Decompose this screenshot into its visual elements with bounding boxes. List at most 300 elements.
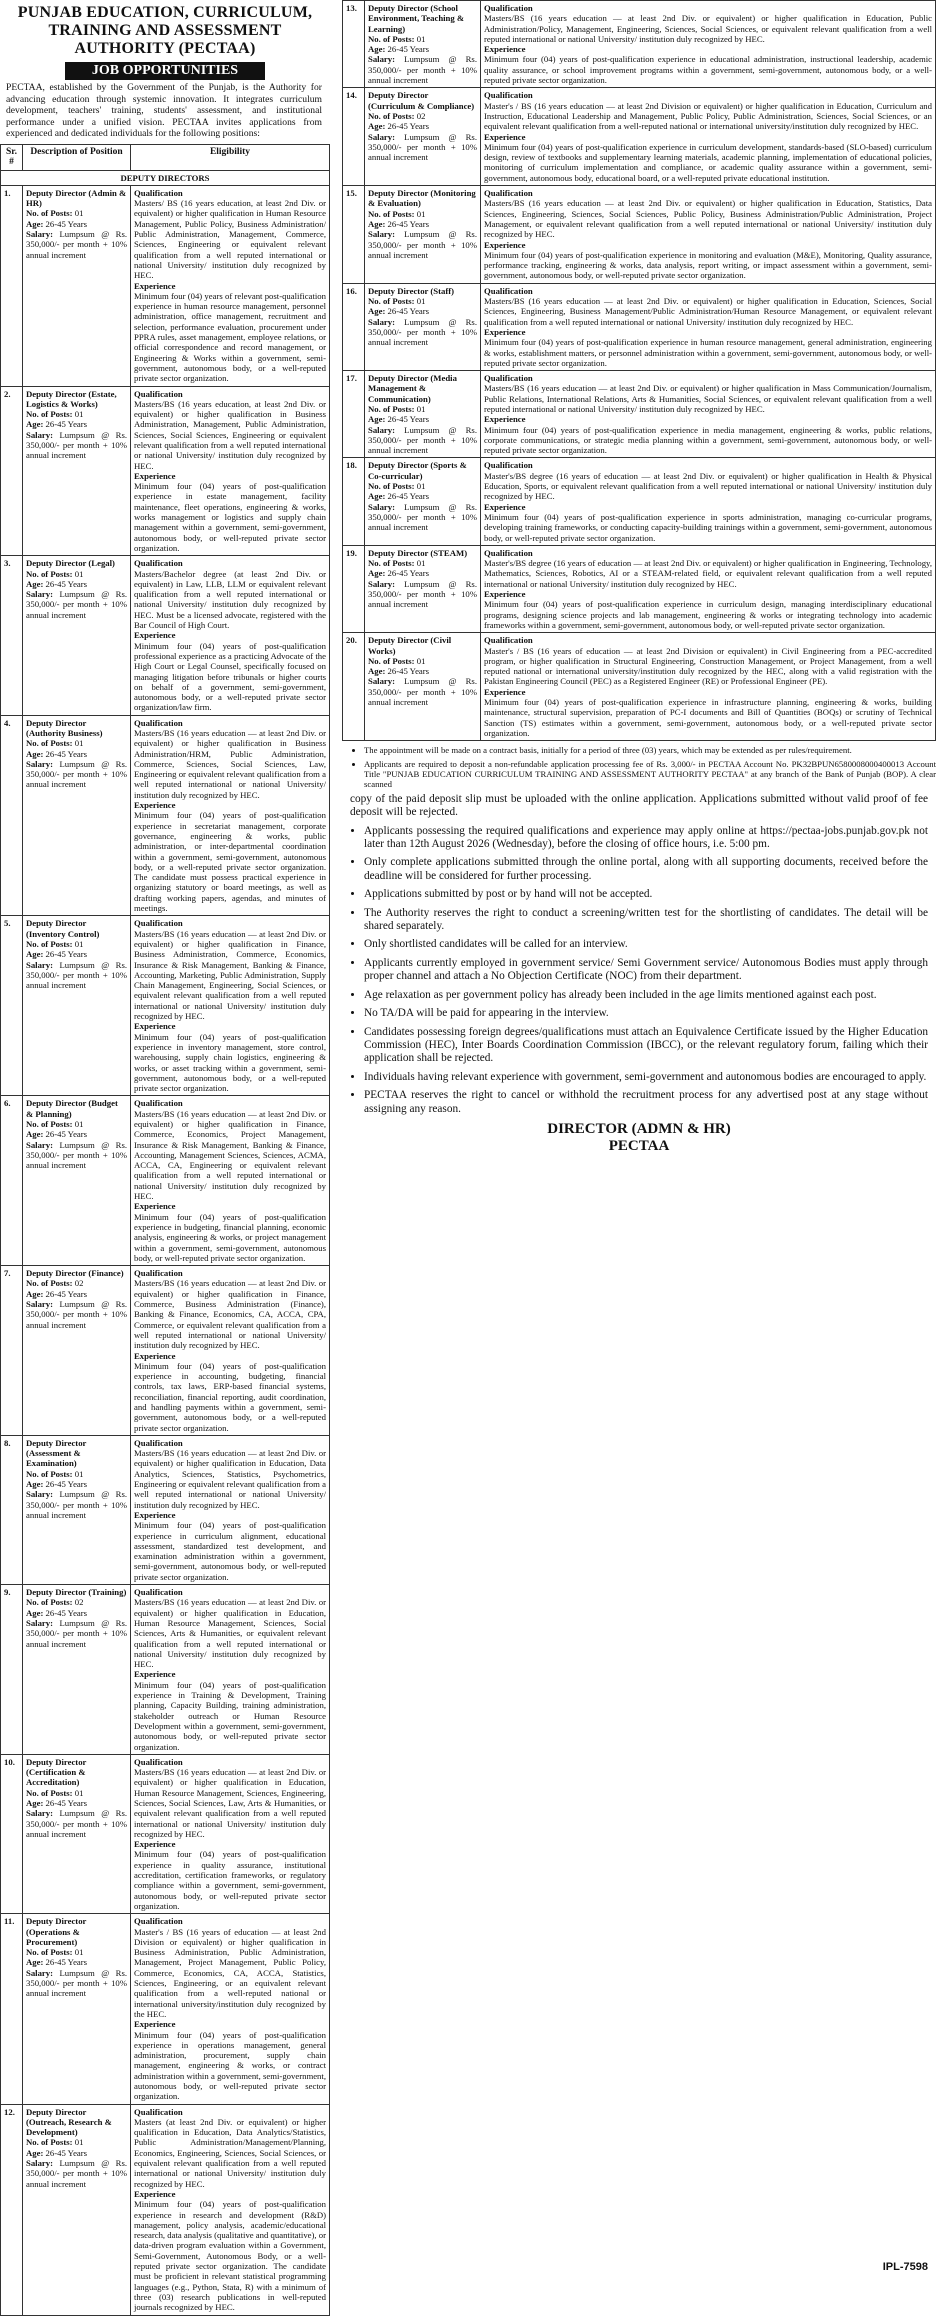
instruction-item: • Candidates possessing foreign degrees/qualifications must attach an Equivalence Certificate issued by the Higher Education Commission (HEC), Inter Boards Coordination Commission (IBCC), or the relevant regulatory forum, failing which their application shall be rejected. [364, 1026, 928, 1066]
position-sr: 18. [343, 458, 365, 545]
position-sr: 8. [1, 1435, 23, 1584]
salary-label: Salary: [26, 2158, 54, 2169]
salary-value: Lumpsum @ Rs. 350,000/- per month + 10% annual increment [368, 676, 477, 707]
experience-text: Minimum four (04) years of relevant post-qualification experience in human resource management, personnel administration, office management, recruitment and selection, performance evaluation, procurement under PPRA rules, asset management, employee relations, or official correspondence and record management, or Engineering & Works within a government, semi-government, autonomous body, or a well-reputed private sector organization. [134, 290, 326, 384]
qualification-heading: Qualification [134, 1268, 183, 1279]
experience-text: Minimum four (04) years of post-qualification experience in educational administration, instructional leadership, academic quality assurance, or school improvement programs within a government, semi-government, autonomous body, or a well-reputed private sector organization. [484, 54, 932, 86]
qualification-heading: Qualification [484, 373, 533, 384]
age-line [368, 491, 477, 501]
posts-line [368, 656, 477, 666]
qualification-text: Masters/BS (16 years education — at least 2nd Div. or equivalent) or higher qualification in Education, Sciences, Social Sciences, Engineering, Business Management/Public Administration/Human Resource Management, or equivalent relevant qualification from a well reputed international or national University/ institution duly recognized by HEC. [484, 296, 932, 327]
position-row [1, 1754, 330, 1913]
table-header-row [1, 144, 330, 170]
age-value: 26-45 Years [45, 949, 88, 960]
intro-paragraph: PECTAA, established by the Government of the Punjab, is the Authority for advancing education through systemic innovation. It integrates curriculum development, teachers' training, students' assessment, and institutional performance under a unified vision. PECTAA invites applications from experienced and dedicated individuals for the following positions: [6, 82, 322, 140]
instruction-item: • PECTAA reserves the right to cancel or withhold the recruitment process for any advertised post at any stage without assigning any reason. [364, 1089, 928, 1116]
qualification-text: Master's / BS (16 years of education — at least 2nd Division or equivalent) or higher qualification in Business Administration, Public Administration, Management, Project Management, Public Policy, Commerce, Economics, CA, ACCA, Statistics, Sciences, Engineering, or an equivalent relevant qualification from a well-reputed national or international university/institution duly recognized by the HEC. [134, 1926, 326, 2019]
salary-value: Lumpsum @ Rs. 350,000/- per month + 10% annual increment [26, 1617, 127, 1649]
experience-heading: Experience [134, 630, 176, 641]
qualification-text: Masters (at least 2nd Div. or equivalent) or higher qualification in Education, Data Analytics/Statistics, Public Administration/Management/Planning, Economics, Engineering, Sciences, Social Sciences, or equivalent relevant qualification from a well reputed international or national University/ institution duly recognized by HEC. [134, 2116, 326, 2189]
position-description [365, 545, 481, 632]
qualification-heading: Qualification [134, 1587, 183, 1598]
salary-label: Salary: [26, 959, 54, 970]
qualification-heading: Qualification [484, 285, 533, 296]
age-label: Age: [26, 1129, 44, 1140]
position-sr: 16. [343, 283, 365, 370]
position-sr: 4. [1, 715, 23, 916]
position-row [343, 371, 936, 458]
position-sr: 14. [343, 88, 365, 186]
position-description [23, 1585, 131, 1755]
position-title: Deputy Director (Inventory Control) [26, 918, 100, 939]
experience-text: Minimum four (04) years of post-qualification experience in monitoring and evaluation (M&E), Monitoring, Quality assurance, performance tracking, engineering & works, data analysis, report writing, or impact assessment within a government, semi-government, autonomous body, or well-reputed private sector organization. [484, 249, 932, 281]
age-label: Age: [26, 578, 44, 589]
experience-heading: Experience [134, 1839, 176, 1850]
age-line [368, 414, 477, 424]
experience-heading: Experience [484, 44, 526, 55]
qualification-heading: Qualification [484, 547, 533, 558]
age-line [26, 2148, 127, 2158]
age-value: 26-45 Years [387, 568, 430, 579]
posts-value: 01 [74, 1947, 84, 1958]
position-row [1, 1585, 330, 1755]
posts-line [26, 1788, 127, 1798]
position-eligibility [481, 458, 936, 545]
experience-text: Minimum four (04) years of post-qualification experience in estate management, facility maintenance, fleet operations, engineering & works, works management or logistics and supply chain management within a government, semi-government, autonomous body, or well-reputed private sector organization. [134, 481, 326, 553]
age-line [26, 1798, 127, 1808]
position-row [343, 545, 936, 632]
salary-value: Lumpsum @ Rs. 350,000/- per month + 10% annual increment [26, 2158, 127, 2189]
qualification-text: Masters/BS (16 years education — at least 2nd Div. or equivalent) or higher qualification in Business Administration/HRM, Public Administration, Commerce, Sciences, Social Sciences, Law, Engineering or equivalent relevant qualification from a well reputed international or national University/ institution duly recognized by HEC. [134, 728, 326, 800]
age-label: Age: [26, 1607, 44, 1618]
qualification-heading: Qualification [134, 1916, 183, 1927]
qualification-heading: Qualification [134, 918, 183, 929]
age-value: 26-45 Years [45, 419, 88, 430]
age-label: Age: [26, 1288, 44, 1299]
posts-label: No. of Posts: [368, 296, 415, 307]
posts-value: 01 [74, 409, 84, 420]
experience-text: Minimum four (04) years of post-qualification experience in curriculum development, standards-based (SLO-based) curriculum design, review of textbooks and supplementary learning materials, academic planning, implementation of educational policies, monitoring of curriculum implementation and compliance, or academic quality assurance within a government, semi-government, autonomous body, educational board, or a well-reputed private educational institution. [484, 141, 932, 183]
salary-value: Lumpsum @ Rs. 350,000/- per month + 10% annual increment [26, 758, 127, 790]
position-row [1, 1435, 330, 1584]
posts-label: No. of Posts: [368, 110, 415, 121]
qualification-text: Masters/BS (16 years education — at least 2nd Div. or equivalent) or higher qualification in Education, Human Resource Management, Sciences, Social Sciences, Arts & Humanities, or equivalent relevant qualification from a well reputed international or national University/ institution duly recognized by HEC. [134, 1597, 326, 1670]
qualification-heading: Qualification [484, 90, 533, 101]
col-eligibility-header: Eligibility [131, 144, 330, 170]
age-line [368, 568, 477, 578]
position-row [343, 88, 936, 186]
salary-value: Lumpsum @ Rs. 350,000/- per month + 10% annual increment [26, 1808, 127, 1839]
posts-label: No. of Posts: [26, 208, 73, 219]
qualification-text: Master's / BS (16 years education — at least 2nd Division or equivalent) or higher qualification in Education, Curriculum and Instruction, Educational Leadership and Management, Public Policy, Public Administration, Sciences, Social Sciences, or an equivalent relevant qualification from a well-reputed national or international university/institution duly recognized by HEC. [484, 100, 932, 132]
qualification-heading: Qualification [134, 388, 183, 399]
position-sr: 5. [1, 916, 23, 1096]
qualification-text: Masters/BS (16 years education — at least 2nd Div. or equivalent) or higher qualification in Finance, Business Administration, Commerce, Economics, Insurance & Risk Management, Banking & Finance, Accounting, Marketing, Public Administration, Supply Chain Management, Engineering, Social Sciences, or equivalent relevant qualification from a well reputed international or national University/ institution duly recognized by HEC. [134, 928, 326, 1022]
age-label: Age: [368, 568, 386, 579]
qualification-text: Masters/BS (16 years education — at least 2nd Div. or equivalent) or higher qualification in Education, Human Resource Management, Sciences, Engineering, Sciences, Social Sciences, Law, Arts & Humanities, or equivalent relevant qualification from a well reputed international or national University/ institution duly recognized by HEC. [134, 1767, 326, 1839]
qualification-heading: Qualification [134, 558, 183, 569]
note-item: • Applicants are required to deposit a non-refundable application processing fee of Rs. 3,000/- in PECTAA Account No. PK32BPUN6580008000400013 Account Title "PUNJAB EDUCATION CURRICULUM TRAINING AND ASSESSMENT AUTHORITY PECTAA" at any branch of the Bank of Punjab (BOP). A clear scanned [364, 759, 936, 790]
posts-line [26, 939, 127, 949]
age-value: 26-45 Years [387, 218, 430, 229]
age-label: Age: [368, 44, 386, 55]
posts-label: No. of Posts: [368, 403, 415, 414]
posts-value: 01 [416, 208, 426, 219]
salary-label: Salary: [26, 589, 54, 600]
qualification-heading: Qualification [484, 460, 533, 471]
experience-text: Minimum four (04) years of post-qualification experience in secretariat management, corporate governance, engineering & works, public administration, or inter-departmental coordination within a government, semi-government, autonomous body, or a well-reputed private sector organization. The candidate must possess practical experience in organizing statutory or board meetings, as well as drafting working papers, agendas, and minutes of meetings. [134, 810, 326, 914]
salary-label: Salary: [26, 1299, 54, 1310]
section-title: DEPUTY DIRECTORS [1, 170, 330, 185]
position-description [23, 1266, 131, 1436]
age-value: 26-45 Years [45, 1957, 88, 1968]
job-opportunities-banner: JOB OPPORTUNITIES [65, 62, 265, 80]
age-label: Age: [26, 218, 44, 229]
instruction-item: • Individuals having relevant experience with government, semi-government and autonomous bodies are encouraged to apply. [364, 1071, 928, 1084]
left-column [0, 0, 330, 2316]
experience-heading: Experience [484, 131, 526, 142]
qualification-text: Masters/ BS (16 years education, at least 2nd Div. or equivalent) or higher qualification in Human Resource Management, Public Policy, Business Administration/ Public Administration, Management, Commerce, Sciences, Engineering or equivalent relevant qualification from a well reputed international or national University/ institution duly recognized by HEC. [134, 198, 326, 281]
age-line [26, 1957, 127, 1967]
position-description [23, 556, 131, 715]
position-description [23, 1435, 131, 1584]
instruction-item: • Only complete applications submitted through the online portal, along with all supporting documents, received before the deadline will be considered for further processing. [364, 856, 928, 883]
posts-line [26, 569, 127, 579]
posts-label: No. of Posts: [26, 738, 73, 749]
age-line [368, 306, 477, 316]
position-title: Deputy Director (Staff) [368, 285, 455, 296]
position-row [1, 1914, 330, 2104]
posts-line [26, 208, 127, 218]
experience-heading: Experience [484, 239, 526, 250]
position-row [1, 916, 330, 1096]
positions-body-right [343, 1, 936, 741]
position-sr: 15. [343, 186, 365, 284]
posts-line [26, 1278, 127, 1288]
experience-text: Minimum four (04) years of post-qualification experience in media management, engineering & works, public relations, corporate communications, or strategic media planning within a government, semi-government, autonomous body, or well-reputed private sector organization. [484, 424, 932, 456]
position-description [23, 1096, 131, 1266]
age-line [26, 1289, 127, 1299]
application-instructions [342, 793, 936, 1116]
posts-line [368, 296, 477, 306]
instruction-item: • Applicants possessing the required qualifications and experience may apply online at https://pectaa-jobs.punjab.gov.pk not later than 12th August 2026 (Wednesday), before the closing of office hours, i.e. 5:00 pm. [364, 825, 928, 852]
salary-label: Salary: [26, 758, 54, 769]
experience-text: Minimum four (04) years of post-qualification experience in sports administration, managing co-curricular programs, developing training frameworks, or conducting capacity-building trainings within a government, semi-government, autonomous body, or well-reputed private sector organization. [484, 511, 932, 543]
age-value: 26-45 Years [387, 121, 430, 132]
position-sr: 10. [1, 1754, 23, 1913]
position-title: Deputy Director (School Environment, Teaching & Learning) [368, 3, 465, 34]
experience-text: Minimum four (04) years of post-qualification experience in human resource management, general administration, engineering & works, establishment matters, or personnel administration within a government, semi-government, autonomous body, or well-reputed private sector organization. [484, 337, 932, 368]
salary-label: Salary: [26, 1967, 54, 1978]
age-value: 26-45 Years [45, 578, 88, 589]
salary-value: Lumpsum @ Rs. 350,000/- per month + 10% annual increment [26, 589, 127, 620]
instruction-item: • Applications submitted by post or by hand will not be accepted. [364, 888, 928, 901]
age-label: Age: [368, 306, 386, 317]
age-line [26, 1129, 127, 1139]
position-sr: 6. [1, 1096, 23, 1266]
experience-text: Minimum four (04) years of post-qualification experience in curriculum alignment, educational assessment, standardized test development, and examination administration within a government, semi-government, autonomous body, or well-reputed private sector organization. [134, 1520, 326, 1582]
salary-line [368, 54, 477, 85]
posts-value: 01 [416, 33, 426, 44]
instruction-item: • Age relaxation as per government policy has already been included in the age limits mentioned against each post. [364, 989, 928, 1002]
salary-value: Lumpsum @ Rs. 350,000/- per month + 10% annual increment [26, 1489, 127, 1520]
instruction-item: • Only shortlisted candidates will be called for an interview. [364, 938, 928, 951]
posts-line [368, 34, 477, 44]
instruction-item: • The Authority reserves the right to conduct a screening/written test for the shortlisting of candidates. The detail will be shared separately. [364, 907, 928, 934]
position-eligibility [481, 545, 936, 632]
salary-line [368, 676, 477, 707]
position-title: Deputy Director (Estate, Logistics & Works) [26, 388, 117, 409]
age-value: 26-45 Years [45, 748, 88, 759]
age-label: Age: [26, 2147, 44, 2158]
qualification-text: Masters/BS (16 years education — at least 2nd Div. or equivalent) or higher qualification in Finance, Commerce, Business Administration (Finance), Banking & Finance, Economics, CA, ACCA, CPA, Commerce, or equivalent relevant qualification from a well reputed international or national University/ institution duly recognized by HEC. [134, 1278, 326, 1351]
experience-text: Minimum four (04) years of post-qualification experience in inventory management, store control, warehousing, supply chain logistics, engineering & works, or asset tracking within a government, semi-government, autonomous body, or a well-reputed private sector organization. [134, 1031, 326, 1094]
position-row [343, 283, 936, 370]
experience-text: Minimum four (04) years of post-qualification experience in operations management, general administration, procurement, supply chain management, engineering & works, or contract administration within a government, semi-government, autonomous body, or well-reputed private sector organization. [134, 2029, 326, 2102]
posts-label: No. of Posts: [26, 1278, 73, 1289]
posts-label: No. of Posts: [26, 938, 73, 949]
position-description [365, 1, 481, 88]
experience-heading: Experience [134, 1201, 176, 1212]
age-line [368, 219, 477, 229]
salary-label: Salary: [368, 316, 396, 327]
salary-label: Salary: [26, 229, 54, 240]
salary-label: Salary: [368, 229, 396, 240]
age-line [26, 1479, 127, 1489]
position-description [365, 283, 481, 370]
qualification-text: Masters/Bachelor degree (at least 2nd Div. or equivalent) in Law, LLB, LLM or equivalent relevant qualification from a well reputed international or national University/ institution duly recognized by HEC. Must be a licensed advocate, registered with the Bar Council of High Court. [134, 568, 326, 631]
posts-value: 01 [416, 655, 426, 666]
position-title: Deputy Director (Operations & Procurement) [26, 1916, 87, 1947]
position-sr: 7. [1, 1266, 23, 1436]
instruction-item: • No TA/DA will be paid for appearing in the interview. [364, 1007, 928, 1020]
position-row [343, 1, 936, 88]
salary-label: Salary: [26, 1617, 54, 1628]
signature-title: DIRECTOR (ADMN & HR) [547, 1120, 731, 1137]
salary-label: Salary: [26, 1808, 54, 1819]
position-row [343, 458, 936, 545]
posts-label: No. of Posts: [26, 1597, 73, 1608]
experience-heading: Experience [484, 414, 526, 425]
salary-label: Salary: [26, 429, 54, 440]
posts-label: No. of Posts: [368, 655, 415, 666]
age-value: 26-45 Years [45, 1288, 88, 1299]
qualification-heading: Qualification [134, 1756, 183, 1767]
position-sr: 3. [1, 556, 23, 715]
position-description [365, 633, 481, 741]
posts-label: No. of Posts: [368, 481, 415, 492]
age-value: 26-45 Years [387, 666, 430, 677]
experience-heading: Experience [134, 2188, 176, 2199]
experience-heading: Experience [134, 1350, 176, 1361]
experience-heading: Experience [134, 800, 176, 811]
age-line [26, 749, 127, 759]
position-eligibility [131, 1096, 330, 1266]
salary-label: Salary: [368, 578, 396, 589]
age-label: Age: [26, 419, 44, 430]
experience-heading: Experience [134, 280, 176, 291]
posts-line [26, 1469, 127, 1479]
position-title: Deputy Director (STEAM) [368, 547, 468, 558]
age-value: 26-45 Years [45, 1479, 88, 1490]
age-line [368, 666, 477, 676]
position-sr: 19. [343, 545, 365, 632]
posts-label: No. of Posts: [26, 1787, 73, 1798]
salary-label: Salary: [368, 501, 396, 512]
position-description [365, 88, 481, 186]
posts-line [368, 209, 477, 219]
salary-label: Salary: [368, 424, 396, 435]
age-value: 26-45 Years [45, 1797, 88, 1808]
position-title: Deputy Director (Monitoring & Evaluation) [368, 188, 476, 209]
positions-table-right [342, 0, 936, 741]
position-description [23, 185, 131, 386]
experience-heading: Experience [484, 589, 526, 600]
posts-value: 01 [74, 938, 84, 949]
age-value: 26-45 Years [387, 414, 430, 425]
position-row [343, 186, 936, 284]
age-label: Age: [368, 121, 386, 132]
salary-label: Salary: [368, 54, 396, 65]
position-eligibility [481, 371, 936, 458]
position-title: Deputy Director (Assessment & Examination) [26, 1437, 87, 1469]
experience-text: Minimum four (04) years of post-qualification experience in Training & Development, Training planning, Capacity Building, training administration, stakeholder outreach or Human Resource Development within a government, semi-government, autonomous body, or well-reputed private sector organization. [134, 1679, 326, 1752]
salary-line [26, 1618, 127, 1649]
section-row [1, 170, 330, 185]
posts-value: 01 [416, 558, 426, 569]
posts-value: 01 [416, 481, 426, 492]
posts-value: 01 [74, 738, 84, 749]
position-sr: 11. [1, 1914, 23, 2104]
age-line [26, 419, 127, 429]
qualification-heading: Qualification [134, 187, 183, 198]
salary-value: Lumpsum @ Rs. 350,000/- per month + 10% annual increment [26, 959, 127, 991]
small-notes-list [342, 745, 936, 790]
qualification-text: Master's / BS (16 years of education — at least 2nd Division or equivalent) in Civil Engineering from a PEC-accredited program, or higher qualification in Structural Engineering, Construction Management, or Project Management, from a well reputed national or international university/institution duly recognized by the HEC, along with a valid registration with the Pakistan Engineering Council (PEC) as a Registered Engineer (RE) or Professional Engineer (PE). [484, 645, 932, 687]
age-line [26, 1608, 127, 1618]
posts-label: No. of Posts: [26, 1118, 73, 1129]
position-row [1, 1266, 330, 1436]
experience-text: Minimum four (04) years of post-qualification experience in research and development (R&D) management, policy analysis, academic/educational research, data analysis (qualitative and quantitative), or data-driven program evaluation within a Government, Semi-Government, Autonomous Body, or a well-reputed private sector organization. The candidate must be proficient in relevant statistical programming languages (e.g., Python, Stata, R) with a minimum of three (03) research publications in well-reputed journals recognized by HEC. [134, 2199, 327, 2313]
publication-ref: IPL-7598 [882, 2261, 928, 2273]
position-title: Deputy Director (Sports & Co-curricular) [368, 460, 467, 481]
salary-value: Lumpsum @ Rs. 350,000/- per month + 10% annual increment [368, 131, 477, 163]
qualification-text: Masters/BS (16 years education — at least 2nd Div. or equivalent) or higher qualification in Mass Communication/Journalism, Public Relations, International Relations, Arts & Humanities, Social Sciences, or equivalent relevant qualification from a well reputed international or national University/ institution duly recognized by HEC. [484, 383, 932, 414]
position-sr: 20. [343, 633, 365, 741]
posts-label: No. of Posts: [26, 568, 73, 579]
position-sr: 17. [343, 371, 365, 458]
position-eligibility [131, 556, 330, 715]
salary-line [368, 229, 477, 260]
salary-value: Lumpsum @ Rs. 350,000/- per month + 10% annual increment [368, 54, 477, 86]
position-description [23, 2104, 131, 2315]
salary-line [368, 425, 477, 456]
experience-text: Minimum four (04) years of post-qualification experience in accounting, budgeting, financial controls, tax laws, ERP-based financial systems, reconciliation, financial reporting, audit coordination, and handling payments within a government, semi-government, autonomous body, or a well-reputed private sector organization. [134, 1360, 326, 1433]
posts-value: 01 [74, 568, 84, 579]
position-sr: 2. [1, 386, 23, 556]
position-title: Deputy Director (Budget & Planning) [26, 1098, 118, 1119]
posts-line [26, 1119, 127, 1129]
age-label: Age: [368, 491, 386, 502]
salary-line [26, 960, 127, 991]
position-row [343, 633, 936, 741]
position-description [365, 371, 481, 458]
position-sr: 12. [1, 2104, 23, 2315]
experience-heading: Experience [134, 1021, 176, 1032]
posts-line [26, 1947, 127, 1957]
qualification-heading: Qualification [484, 3, 533, 13]
col-description-header: Description of Position [23, 144, 131, 170]
position-description [23, 1754, 131, 1913]
positions-table-left [0, 144, 330, 2316]
salary-value: Lumpsum @ Rs. 350,000/- per month + 10% annual increment [26, 1967, 127, 1999]
salary-value: Lumpsum @ Rs. 350,000/- per month + 10% annual increment [26, 429, 127, 461]
qualification-text: Master's/BS degree (16 years of education — at least 2nd Div. or equivalent) or higher qualification in Health & Physical Education, Sports, or equivalent relevant qualification from a well reputed international or national University/ institution duly recognized by HEC. [484, 470, 932, 502]
position-description [365, 458, 481, 545]
position-row [1, 185, 330, 386]
age-value: 26-45 Years [45, 2147, 88, 2158]
position-eligibility [131, 185, 330, 386]
posts-value: 02 [416, 110, 426, 121]
qualification-text: Masters/BS (16 years education — at least 2nd Div. or equivalent) or higher qualification in Finance, Commerce, Economics, Project Management, Insurance & Risk Management, Banking & Finance, Accounting, Management Sciences, Sciences, ACMA, ACCA, CA, Engineering or equivalent relevant qualification from a well reputed international or national University/ institution duly recognized by HEC. [134, 1108, 326, 1202]
salary-value: Lumpsum @ Rs. 350,000/- per month + 10% annual increment [368, 424, 477, 456]
position-eligibility [481, 283, 936, 370]
posts-value: 01 [74, 2137, 84, 2148]
posts-label: No. of Posts: [26, 2137, 73, 2148]
position-eligibility [131, 1914, 330, 2104]
posts-value: 01 [74, 1468, 84, 1479]
position-row [1, 556, 330, 715]
position-row [1, 715, 330, 916]
age-line [368, 121, 477, 131]
posts-line [368, 481, 477, 491]
age-value: 26-45 Years [45, 1607, 88, 1618]
organization-title: PUNJAB EDUCATION, CURRICULUM, TRAINING AND ASSESSMENT AUTHORITY (PECTAA) [17, 4, 313, 57]
col-sr-header: Sr. # [1, 144, 23, 170]
age-line [26, 579, 127, 589]
salary-label: Salary: [368, 131, 396, 142]
age-line [368, 44, 477, 54]
age-value: 26-45 Years [387, 44, 430, 55]
posts-line [26, 738, 127, 748]
position-eligibility [131, 1435, 330, 1584]
age-label: Age: [368, 414, 386, 425]
posts-value: 02 [74, 1278, 84, 1289]
qualification-text: Masters/BS (16 years education — at least 2nd Div. or equivalent) or higher qualification in Education, Data Analytics, Sciences, Statistics, Psychometrics, Engineering or equivalent relevant qualification from a well reputed international or national University/ institution duly recognized by HEC. [134, 1448, 326, 1510]
experience-heading: Experience [484, 326, 526, 337]
age-label: Age: [26, 1797, 44, 1808]
salary-value: Lumpsum @ Rs. 350,000/- per month + 10% annual increment [368, 501, 477, 533]
fee-continuation: copy of the paid deposit slip must be uploaded with the online application. Applications submitted without valid proof of fee deposit will be rejected. [350, 792, 928, 819]
position-title: Deputy Director (Outreach, Research & Development) [26, 2106, 112, 2138]
position-title: Deputy Director (Admin & HR) [26, 187, 127, 209]
salary-value: Lumpsum @ Rs. 350,000/- per month + 10% annual increment [26, 1139, 127, 1171]
position-description [23, 386, 131, 556]
position-sr: 9. [1, 1585, 23, 1755]
position-description [23, 1914, 131, 2104]
qualification-heading: Qualification [484, 188, 533, 199]
position-eligibility [481, 1, 936, 88]
salary-line [26, 1489, 127, 1520]
salary-value: Lumpsum @ Rs. 350,000/- per month + 10% annual increment [26, 229, 127, 260]
salary-line [26, 1140, 127, 1171]
position-title: Deputy Director (Training) [26, 1587, 127, 1598]
salary-value: Lumpsum @ Rs. 350,000/- per month + 10% annual increment [26, 1299, 127, 1330]
salary-line [26, 1808, 127, 1839]
position-eligibility [481, 633, 936, 741]
salary-label: Salary: [26, 1139, 54, 1150]
posts-value: 01 [74, 208, 84, 219]
